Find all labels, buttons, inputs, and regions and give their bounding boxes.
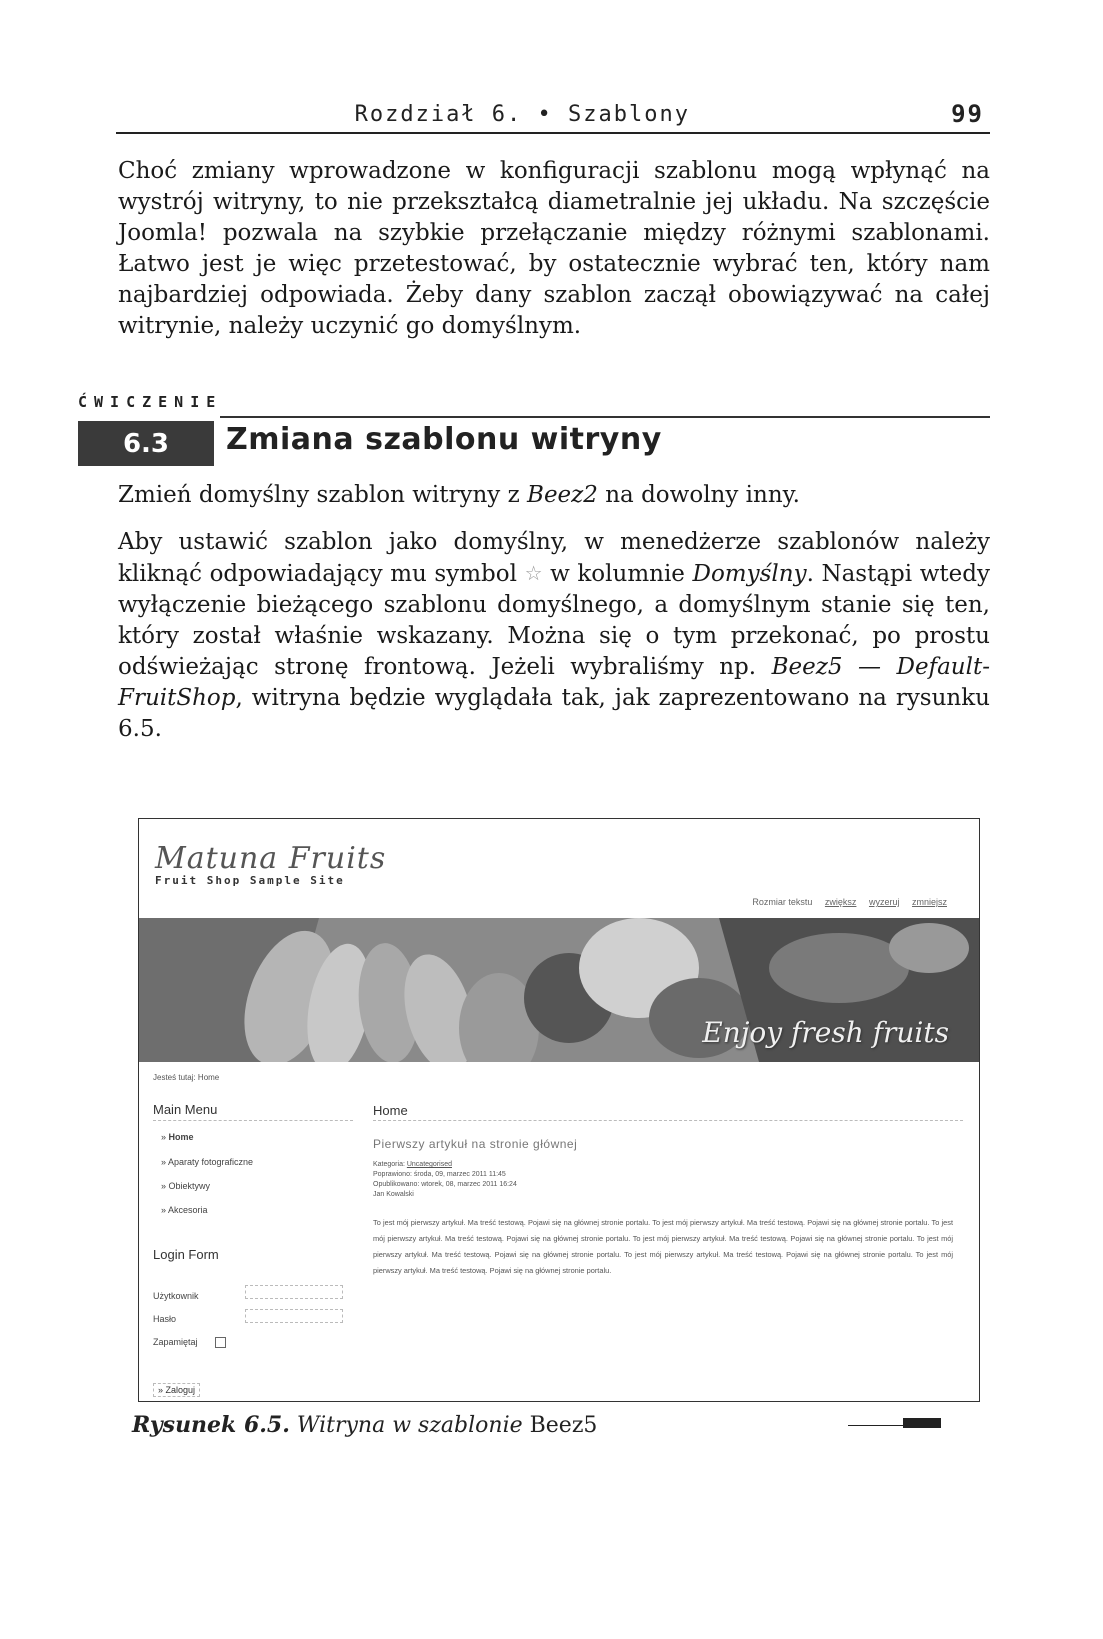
main-heading-rule [373,1120,963,1121]
remember-checkbox[interactable] [215,1337,226,1348]
fruit-banner-image [139,918,979,1062]
menu-item-lenses-label: Obiektywy [168,1181,211,1191]
text-size-label: Rozmiar tekstu [752,897,813,907]
running-header [116,100,990,134]
username-input[interactable] [245,1285,343,1299]
footer-rule [848,1425,903,1426]
text-size-reset[interactable]: wyzeruj [868,897,900,907]
text-size-controls [752,897,947,907]
exercise-label: ĆWICZENIE [78,393,223,411]
instr-part3: . Nastąpi wtedy wyłączenie bieżącego szablonu domyślnego, a domyślnym stanie się ten, który został właśnie wskazany. Można się o tym przekonać, po prostu odświeżając stronę frontową. Jeżeli wybraliśmy np. [118,561,990,680]
website-screenshot-figure [138,818,980,1402]
star-icon: ☆ [524,561,543,585]
exercise-number: 6.3 [78,421,214,466]
password-input[interactable] [245,1309,343,1323]
menu-item-lenses[interactable]: » Obiektywy [161,1181,211,1191]
menu-item-accessories-label: Akcesoria [168,1205,208,1215]
caption-number: Rysunek 6.5. [132,1412,290,1438]
site-logo-subtitle: Fruit Shop Sample Site [155,874,345,887]
menu-item-cameras-label: Aparaty fotograficzne [168,1157,254,1167]
article-published: Opublikowano: wtorek, 08, marzec 2011 16:24 [373,1181,517,1188]
category-label: Kategoria: [373,1161,407,1168]
exercise-rule [220,416,990,418]
main-menu-title: Main Menu [153,1102,218,1117]
text-size-decrease[interactable]: zmniejsz [911,897,947,907]
username-label: Użytkownik [153,1291,199,1301]
page-number: 99 [951,100,984,128]
instr-part4: , witryna będzie wyglądała tak, jak zaprezentowano na rysunku 6.5. [118,685,990,742]
instr-italic1: Domyślny [692,561,807,587]
task-paragraph [118,480,990,511]
login-button[interactable]: » Zaloguj [153,1383,200,1397]
article-title[interactable]: Pierwszy artykuł na stronie głównej [373,1137,578,1151]
category-link[interactable]: Uncategorised [406,1161,452,1168]
task-text-1: Zmień domyślny szablon witryny z [118,482,528,508]
instr-italic2: Beez5 — Default-FruitShop [118,654,990,711]
footer-block [903,1418,941,1428]
menu-item-accessories[interactable]: » Akcesoria [161,1205,208,1215]
breadcrumb: Jesteś tutaj: Home [153,1073,220,1082]
caption-plain: Beez5 [529,1413,598,1438]
remember-label: Zapamiętaj [153,1337,198,1347]
menu-item-home-label: Home [168,1132,194,1142]
article-body: To jest mój pierwszy artykuł. Ma treść testową. Pojawi się na głównej stronie portalu. To jest mój pierwszy artykuł. Ma treść testową. Pojawi się na głównej stronie portalu. To jest mój pierwszy artykuł. Ma treść testową. Pojawi się na głównej stronie portalu. To jest mój pierwszy artykuł. Ma treść testową. Pojawi się na głównej stronie portalu. To jest mój pierwszy artykuł. Ma treść testową. Pojawi się na głównej stronie portalu. To jest mój pierwszy artykuł. Ma treść testową. Pojawi się na głównej stronie portalu. To jest mój pierwszy artykuł. Ma treść testową. Pojawi się na głównej stronie portalu. [373,1218,953,1275]
article-author: Jan Kowalski [373,1191,414,1198]
main-menu-rule [153,1120,353,1121]
site-logo: Matuna Fruits [155,841,387,876]
instructions-paragraph [118,527,990,745]
text-size-increase[interactable]: zwiększ [824,897,857,907]
banner-slogan: Enjoy fresh fruits [702,1016,949,1049]
figure-caption [132,1412,597,1438]
login-form-title: Login Form [153,1247,219,1262]
caption-italic: Witryna w szablonie [289,1413,530,1438]
main-heading: Home [373,1103,408,1118]
article-category [373,1161,452,1168]
instr-part2: w kolumnie [542,561,693,587]
menu-item-home[interactable]: » Home [161,1132,194,1142]
intro-paragraph: Choć zmiany wprowadzone w konfiguracji szablonu mogą wpłynąć na wystrój witryny, to nie przekształcą diametralnie jej układu. Na szczęście Joomla! pozwala na szybkie przełączanie między różnymi szablonami. Łatwo jest je więc przetestować, by ostatecznie wybrać ten, który nam najbardziej odpowiada. Żeby dany szablon zaczął obowiązywać na całej witrynie, należy uczynić go domyślnym. [118,158,990,339]
task-text-2: na dowolny inny. [597,482,800,508]
password-label: Hasło [153,1314,177,1324]
exercise-title: Zmiana szablonu witryny [226,422,662,457]
task-italic: Beez2 [527,482,598,508]
menu-item-cameras[interactable]: » Aparaty fotograficzne [161,1157,254,1167]
article-updated: Poprawiono: środa, 09, marzec 2011 11:45 [373,1171,506,1178]
instr-part1: Aby ustawić szablon jako domyślny, w menedżerze szablonów należy kliknąć odpowiadający mu symbol [118,529,990,587]
chapter-title: Rozdział 6. • Szablony [354,102,690,127]
